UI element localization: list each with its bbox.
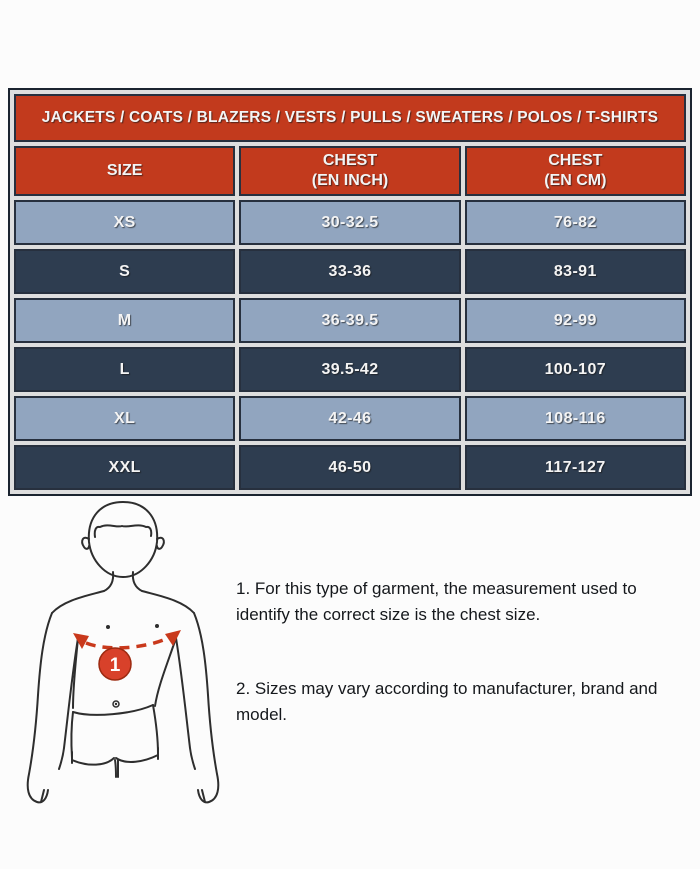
size-chart: [8, 88, 692, 496]
inch-cell: 46-50: [239, 445, 460, 490]
col-header-size: [14, 146, 235, 196]
note-2: 2. Sizes may vary according to manufacturer, brand and model.: [236, 679, 658, 724]
cm-cell: 108-116: [465, 396, 686, 441]
col-header-chest-inch-label: CHEST: [322, 152, 378, 169]
size-cell: L: [14, 347, 235, 392]
inch-cell: 33-36: [239, 249, 460, 294]
col-header-chest-cm-label: CHEST: [548, 152, 603, 169]
cm-cell: 83-91: [465, 249, 686, 294]
size-cell: XS: [14, 200, 235, 245]
inch-cell: 36-39.5: [239, 298, 460, 343]
body-measurement-illustration: [18, 490, 238, 820]
table-row: [14, 396, 686, 441]
table-row: [14, 347, 686, 392]
size-cell: XXL: [14, 445, 235, 490]
table-row: [14, 298, 686, 343]
navel-dot-center: [115, 703, 117, 705]
table-row: [14, 249, 686, 294]
inch-cell: 42-46: [239, 396, 460, 441]
cm-cell: 117-127: [465, 445, 686, 490]
chest-dot-right: [155, 624, 159, 628]
measure-point-badge: [99, 648, 131, 680]
column-header-row: [14, 146, 686, 196]
badge-number: 1: [109, 655, 121, 676]
chest-dot-left: [106, 625, 110, 629]
col-header-chest-cm: [465, 146, 686, 196]
table-title: JACKETS / COATS / BLAZERS / VESTS / PULLS / SWEATERS / POLOS / T-SHIRTS: [14, 94, 686, 142]
size-chart-table: [8, 88, 692, 496]
size-cell: M: [14, 298, 235, 343]
note-1: 1. For this type of garment, the measurement used to identify the correct size is the chest size.: [236, 579, 637, 624]
table-row: [14, 200, 686, 245]
col-header-size-label: SIZE: [106, 162, 143, 179]
col-header-chest-inch-unit: (EN INCH): [311, 172, 389, 189]
cm-cell: 100-107: [465, 347, 686, 392]
col-header-chest-inch: [239, 146, 460, 196]
chest-measure-arrow-icon: [73, 630, 181, 649]
size-cell: XL: [14, 396, 235, 441]
col-header-chest-cm-unit: (EN CM): [544, 172, 607, 189]
notes-section: [236, 576, 688, 727]
inch-cell: 39.5-42: [239, 347, 460, 392]
torso-figure-icon: [18, 490, 238, 820]
cm-cell: 76-82: [465, 200, 686, 245]
size-cell: S: [14, 249, 235, 294]
inch-cell: 30-32.5: [239, 200, 460, 245]
cm-cell: 92-99: [465, 298, 686, 343]
table-row: [14, 445, 686, 490]
